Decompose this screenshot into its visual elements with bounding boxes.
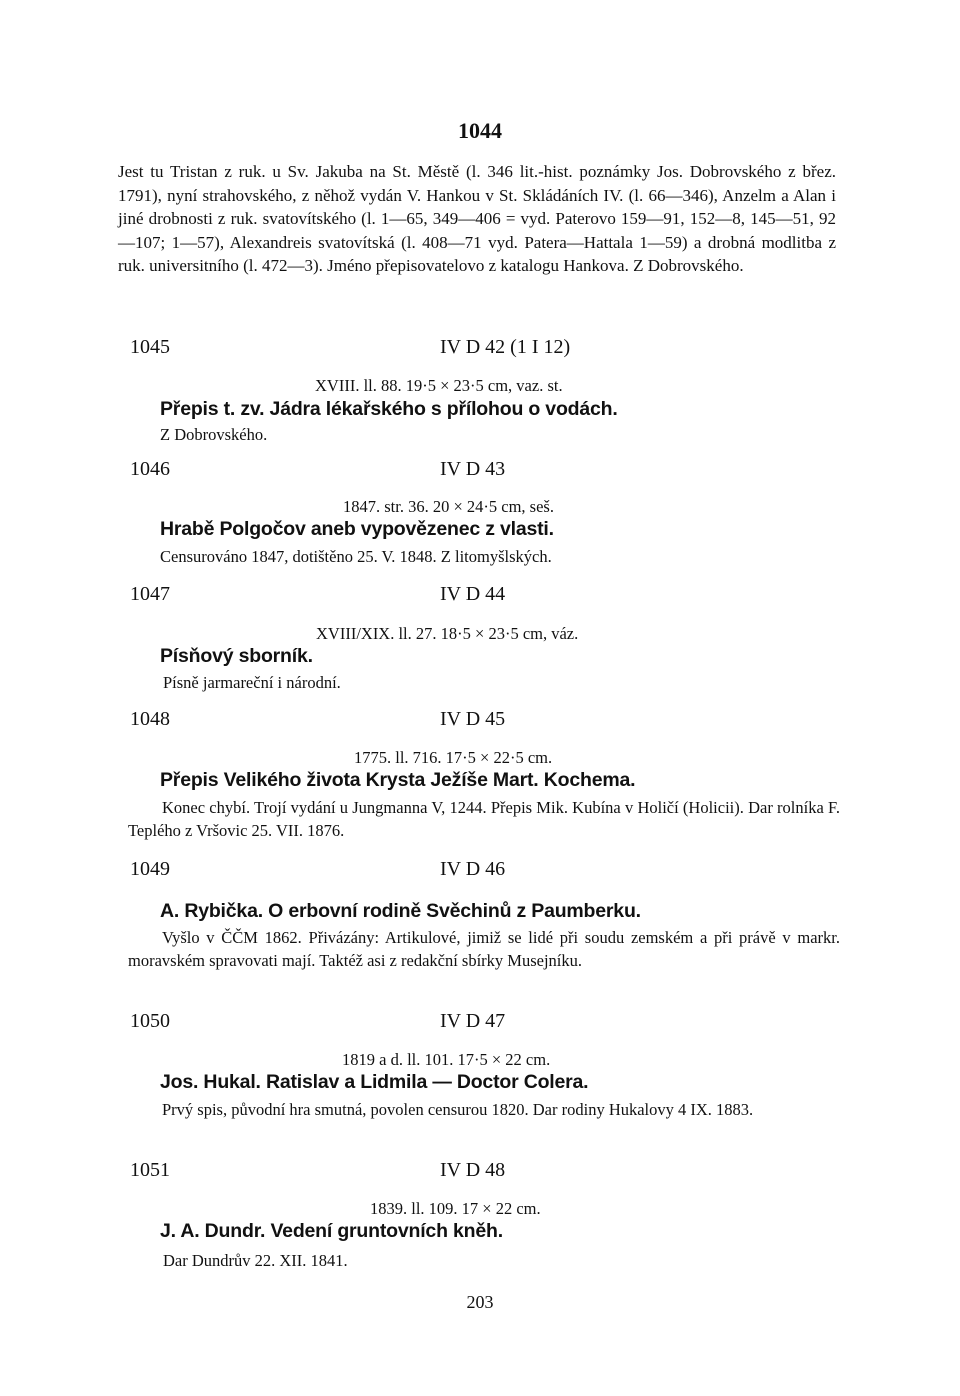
- entry-header: [130, 458, 830, 484]
- entry-note: Konec chybí. Trojí vydání u Jungmanna V, 1244. Přepis Mik. Kubína v Holičí (Holicii). Dar rolníka F. Teplého z Vršovic 25. VII. 1876.: [128, 798, 840, 840]
- entry-signature: IV D 44: [440, 583, 506, 605]
- entry-physical-description: 1839. ll. 109. 17 × 22 cm.: [370, 1199, 541, 1218]
- entry-signature: IV D 45: [440, 708, 506, 730]
- entry-physical-description: 1819 a d. ll. 101. 17·5 × 22 cm.: [342, 1050, 551, 1069]
- intro-paragraph: Jest tu Tristan z ruk. u Sv. Jakuba na St. Městě (l. 346 lit.-hist. poznámky Jos. Dobrovského z břez. 1791), nyní strahovského, z něhož vydán V. Hankou v St. Skládáních IV. (l. 66—346), Anzelm a Alan i jiné drobnosti z ruk. svatovítského (l. 1—65, 349—406 = vyd. Paterovo 159—91, 152—8, 145—51, 92—107; 1—57), Alexandreis svatovítská (l. 408—71 vyd. Patera—Hattala 1—59) a drobná modlitba z ruk. universitního (l. 472—3). Jméno přepisovatelovo z katalogu Hankova. Z Dobrovského.: [118, 162, 836, 275]
- entry-note: Censurováno 1847, dotištěno 25. V. 1848. Z litomyšlských.: [160, 547, 552, 566]
- entry-physical-description: 1775. ll. 716. 17·5 × 22·5 cm.: [354, 748, 553, 767]
- entry-title: Jos. Hukal. Ratislav a Lidmila — Doctor Colera.: [160, 1071, 589, 1093]
- footer-page-number: 203: [466, 1292, 494, 1312]
- entry-title: Přepis t. zv. Jádra lékařského s přílohou o vodách.: [160, 398, 618, 420]
- entry-number: 1047: [130, 583, 170, 605]
- entry-physical-description: XVIII/XIX. ll. 27. 18·5 × 23·5 cm, váz.: [316, 624, 579, 643]
- entry-signature: IV D 42 (1 I 12): [440, 336, 571, 358]
- entry-header: [130, 708, 830, 734]
- page-number: 1044: [458, 118, 502, 143]
- entry-title: Hrabě Polgočov aneb vypovězenec z vlasti.: [160, 518, 554, 540]
- entry-physical-description: 1847. str. 36. 20 × 24·5 cm, seš.: [343, 497, 554, 516]
- entry-physical-description: XVIII. ll. 88. 19·5 × 23·5 cm, vaz. st.: [315, 376, 563, 395]
- entry-header: [130, 858, 830, 884]
- entry-title: J. A. Dundr. Vedení gruntovních kněh.: [160, 1220, 503, 1242]
- entry-note: Z Dobrovského.: [160, 425, 268, 444]
- entry-note: Vyšlo v ČČM 1862. Přivázány: Artikulové, jimiž se lidé při soudu zemském a při právě v markr. moravském spravovati mají. Taktéž asi z redakční sbírky Musejníku.: [128, 928, 840, 970]
- entry-note: Dar Dundrův 22. XII. 1841.: [163, 1251, 348, 1270]
- entry-number: 1046: [130, 458, 170, 480]
- entry-header: [130, 1010, 830, 1036]
- entry-number: 1051: [130, 1159, 170, 1181]
- entry-header: [130, 583, 830, 609]
- entry-header: [130, 1159, 830, 1185]
- entry-number: 1045: [130, 336, 170, 358]
- entry-number: 1048: [130, 708, 170, 730]
- entry-number: 1049: [130, 858, 170, 880]
- entry-signature: IV D 47: [440, 1010, 506, 1032]
- entry-signature: IV D 43: [440, 458, 506, 480]
- entry-number: 1050: [130, 1010, 170, 1032]
- entry-signature: IV D 48: [440, 1159, 506, 1181]
- entry-signature: IV D 46: [440, 858, 506, 880]
- entry-title: A. Rybička. O erbovní rodině Svěchinů z Paumberku.: [160, 900, 641, 922]
- entry-title: Přepis Velikého života Krysta Ježíše Mart. Kochema.: [160, 769, 636, 791]
- entry-note: Prvý spis, původní hra smutná, povolen censurou 1820. Dar rodiny Hukalovy 4 IX. 1883.: [162, 1100, 754, 1119]
- entry-title: Písňový sborník.: [160, 645, 313, 667]
- entry-header: [130, 336, 830, 362]
- entry-note: Písně jarmareční i národní.: [163, 673, 341, 692]
